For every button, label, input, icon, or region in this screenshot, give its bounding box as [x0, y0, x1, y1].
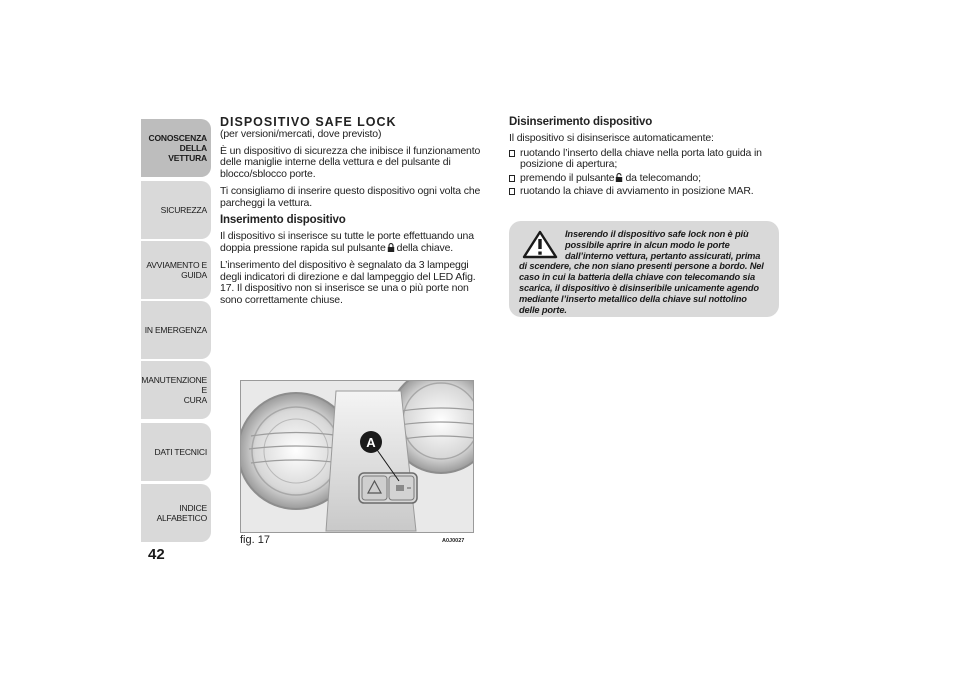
list-item: ruotando l’inserto della chiave nella porta lato guida in posizione di apertura;	[509, 148, 781, 171]
figure-reference[interactable]: fig. 17	[220, 270, 476, 294]
sidebar-item-label: DATI TECNICI	[154, 447, 207, 457]
callout-label: A	[366, 435, 376, 450]
figure-caption: fig. 17	[240, 534, 270, 546]
unlock-icon	[615, 173, 623, 182]
text-span: premendo il pulsante	[520, 171, 615, 184]
warning-triangle-icon	[521, 229, 559, 259]
text-span: da telecomando;	[625, 171, 701, 184]
sidebar-item-label: IN EMERGENZA	[144, 325, 207, 335]
sidebar-item-label: CONOSCENZA DELLA VETTURA	[148, 133, 207, 163]
sidebar-item-label: SICUREZZA	[160, 205, 207, 215]
text-span: della chiave.	[396, 241, 454, 254]
sidebar-item-conoscenza[interactable]	[141, 119, 211, 177]
page-number: 42	[148, 546, 165, 563]
section-title-inserimento: Inserimento dispositivo	[220, 214, 346, 226]
sidebar-item-indice[interactable]	[141, 484, 211, 542]
right-column	[509, 116, 781, 200]
page-title: DISPOSITIVO SAFE LOCK	[220, 115, 397, 129]
sidebar-item-emergenza[interactable]	[141, 301, 211, 359]
warning-text: Inserendo il dispositivo safe lock non è più possibile aprire in alcun modo le porte dall’interno vettura, pertanto assicurati, prima di scendere, che non siano presenti persone a bordo. Nel caso in cui la batteria della chiave con telecomando sia scarica, il dispositivo è disinseribile unicamente agendo mediante l’inserto metallico della chiave sul nottolino delle porte.	[519, 229, 764, 315]
sidebar-item-dati-tecnici[interactable]	[141, 423, 211, 481]
subtitle: (per versioni/mercati, dove previsto)	[220, 128, 382, 140]
text-span: . Il dispositivo non si inserisce se una o più porte non sono correttamente chiuse.	[220, 282, 469, 306]
paragraph-inserimento	[220, 231, 492, 254]
figure-code: A0J0027	[442, 538, 465, 544]
sidebar-item-avviamento[interactable]	[141, 241, 211, 299]
paragraph-segnalazione	[220, 260, 492, 306]
bullet-list	[509, 148, 781, 198]
sidebar-item-label: MANUTENZIONE E CURA	[141, 375, 207, 405]
figure-17	[240, 380, 474, 533]
sidebar-item-manutenzione[interactable]	[141, 361, 211, 419]
sidebar-item-sicurezza[interactable]	[141, 181, 211, 239]
warning-box	[509, 221, 779, 317]
section-title-disinserimento: Disinserimento dispositivo	[509, 116, 653, 128]
left-column	[220, 116, 492, 312]
hazard-lock-button-cluster	[359, 473, 417, 503]
text-span: Il dispositivo si inserisce su tutte le porte effettuando una doppia pressione rapida sul pulsante	[220, 230, 474, 254]
lock-icon	[387, 243, 395, 252]
sidebar-item-label: AVVIAMENTO E GUIDA	[146, 260, 207, 280]
sidebar-item-label: INDICE ALFABETICO	[156, 503, 207, 523]
list-item	[509, 173, 781, 185]
paragraph-advice: Ti consigliamo di inserire questo dispositivo ogni volta che parcheggi la vettura.	[220, 185, 481, 209]
paragraph-intro: È un dispositivo di sicurezza che inibisce il funzionamento delle maniglie interne della vettura e del pulsante di blocco/sblocco porte.	[220, 144, 481, 180]
list-item: ruotando la chiave di avviamento in posizione MAR.	[509, 186, 781, 198]
paragraph-disinserimento: Il dispositivo si disinserisce automaticamente:	[509, 132, 714, 144]
dashboard-illustration	[241, 381, 474, 533]
text-span: L’inserimento del dispositivo è segnalato da 3 lampeggi degli indicatori di direzione e dal lampeggio del LED A	[220, 259, 469, 283]
